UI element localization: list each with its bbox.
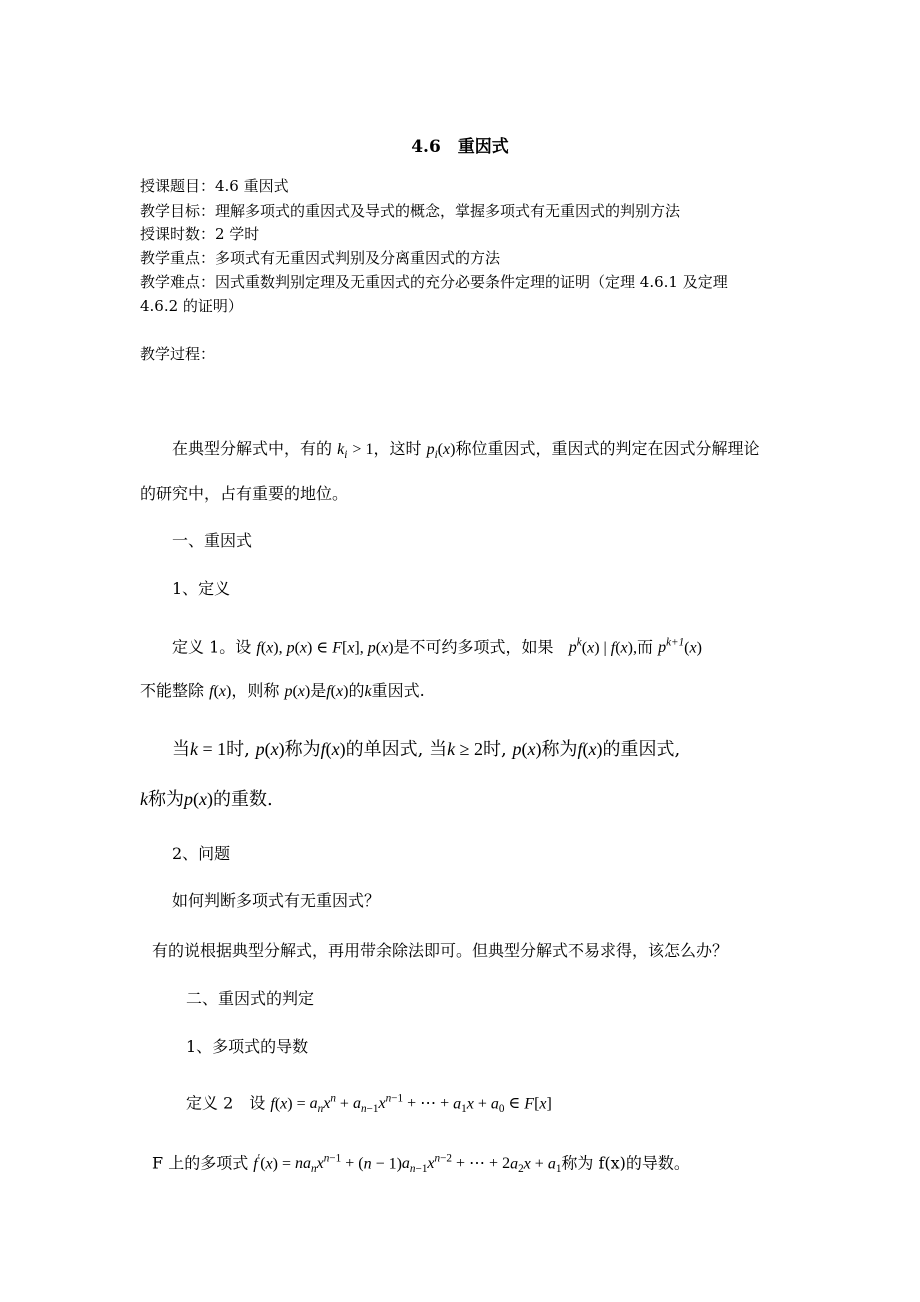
subsection-question: 2、问题 (172, 844, 231, 863)
definition-1-line1: 定义 1。设 f(x), p(x) ∈ F[x], p(x)是不可约多项式，如果 $p^k(x)$ | f(x),而 $p^{k+1}(x)$ (172, 637, 702, 657)
page-title: 4.6 重因式 (411, 137, 509, 157)
process-label: 教学过程： (140, 345, 216, 363)
intro-line1: 在典型分解式中，有的 $k_i > 1$，这时 $p_i(x)$称位重因式，重因式的判定在因式分解理论 (172, 439, 760, 462)
meta-difficulty-line1: 教学难点：因式重数判别定理及无重因式的充分必要条件定理的证明（定理 4.6.1 及定理 (140, 273, 728, 291)
answer-text: 有的说根据典型分解式，再用带余除法即可。但典型分解式不易求得，该怎么办？ (152, 941, 729, 960)
definition-1-line2: 不能整除 f(x)，则称 p(x)是f(x)的k重因式. (140, 681, 425, 700)
meta-goal: 教学目标：理解多项式的重因式及导式的概念，掌握多项式有无重因式的判别方法 (140, 202, 681, 220)
section-heading-2: 二、重因式的判定 (186, 989, 315, 1008)
derivative-definition: F 上的多项式 $f'(x) = na_nx^{n-1} + (n - 1)a_{n-1}x^{n-2}$ + ⋯ + $2a_2x + a_1$称为 f(x)的导数。 (152, 1153, 690, 1176)
meta-topic: 授课题目：4.6 重因式 (140, 177, 289, 195)
subsection-definition: 1、定义 (172, 579, 231, 598)
meta-hours: 授课时数：2 学时 (140, 225, 260, 243)
meta-key-points: 教学重点：多项式有无重因式判别及分离重因式的方法 (140, 249, 501, 267)
question-text: 如何判断多项式有无重因式？ (172, 891, 381, 910)
remark-line2: k称为p(x)的重数. (140, 789, 273, 810)
definition-2: 定义 2 设 $f(x) = a_nx^n + a_{n-1}x^{n-1}$ + ⋯ + $a_1x + a_0$ ∈ F[x] (186, 1093, 552, 1116)
intro-line2: 的研究中，占有重要的地位。 (140, 484, 349, 503)
section-heading-1: 一、重因式 (172, 531, 253, 550)
meta-difficulty-line2: 4.6.2 的证明） (140, 297, 243, 315)
remark-line1: 当k = 1时, p(x)称为f(x)的单因式, 当k ≥ 2时, p(x)称为f(x)的重因式, (172, 739, 681, 760)
subsection-derivative: 1、多项式的导数 (186, 1037, 309, 1056)
